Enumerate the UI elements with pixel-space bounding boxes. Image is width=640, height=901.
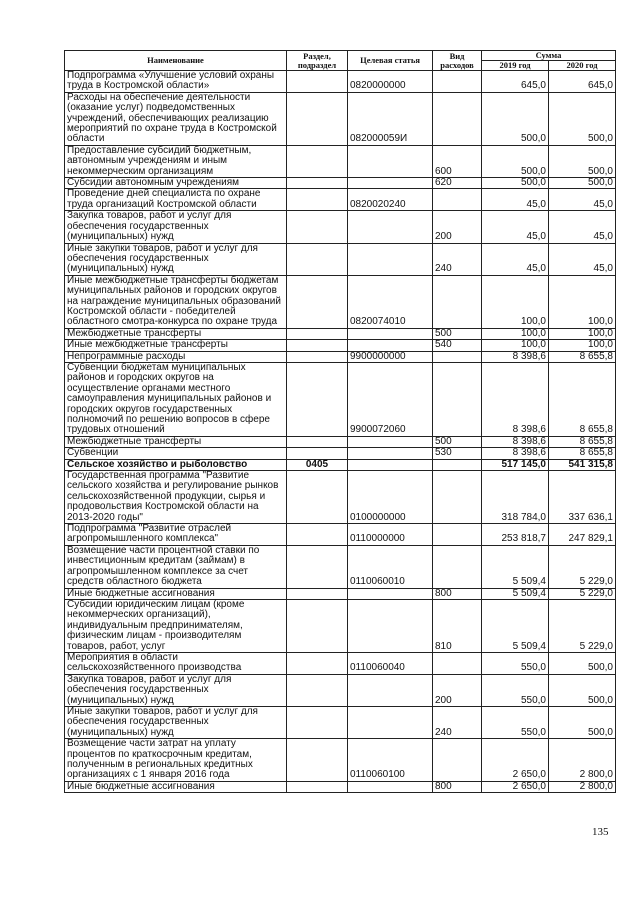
row-2019-cell: 45,0 — [482, 189, 549, 211]
row-section-cell — [287, 211, 348, 243]
row-article-cell — [348, 448, 433, 459]
header-section: Раздел, подраздел — [287, 51, 348, 71]
row-2019-cell: 100,0 — [482, 275, 549, 328]
table-row — [65, 211, 616, 243]
table-row — [65, 340, 616, 351]
header-vid: Вид расходов — [433, 51, 482, 71]
row-name-cell: Иные межбюджетные трансферты бюджетам муниципальных районов и городских округов на награждение муниципальных образований Костромской области - победителей областного смотра-конкурса по охране труда — [65, 275, 287, 328]
row-article-cell: 0820074010 — [348, 275, 433, 328]
row-name-cell: Закупка товаров, работ и услуг для обеспечения государственных (муниципальных) нужд — [65, 211, 287, 243]
table-row — [65, 145, 616, 177]
row-2020-cell: 100,0 — [549, 340, 616, 351]
table-body — [65, 71, 616, 793]
row-section-cell — [287, 471, 348, 524]
row-2020-cell: 337 636,1 — [549, 471, 616, 524]
row-section-cell — [287, 328, 348, 339]
row-2020-cell: 45,0 — [549, 211, 616, 243]
row-vid-cell — [433, 652, 482, 674]
table-row — [65, 588, 616, 599]
row-2019-cell: 645,0 — [482, 71, 549, 93]
row-name-cell: Мероприятия в области сельскохозяйственного производства — [65, 652, 287, 674]
table-row — [65, 471, 616, 524]
table-row — [65, 674, 616, 706]
table-row — [65, 351, 616, 362]
row-vid-cell — [433, 71, 482, 93]
row-2019-cell: 100,0 — [482, 340, 549, 351]
row-article-cell — [348, 706, 433, 738]
row-vid-cell: 500 — [433, 328, 482, 339]
row-article-cell: 0110000000 — [348, 524, 433, 546]
table-row — [65, 328, 616, 339]
row-2019-cell: 500,0 — [482, 92, 549, 145]
row-vid-cell — [433, 459, 482, 470]
row-article-cell — [348, 459, 433, 470]
row-name-cell: Возмещение части процентной ставки по инвестиционным кредитам (займам) в агропромышленном комплексе за счет средств областного бюджета — [65, 545, 287, 588]
row-vid-cell: 540 — [433, 340, 482, 351]
table-row — [65, 599, 616, 652]
row-2020-cell: 5 229,0 — [549, 588, 616, 599]
table-header — [65, 51, 616, 71]
row-vid-cell: 240 — [433, 243, 482, 275]
row-vid-cell — [433, 351, 482, 362]
row-2020-cell: 45,0 — [549, 189, 616, 211]
row-2019-cell: 500,0 — [482, 178, 549, 189]
row-name-cell: Расходы на обеспечение деятельности (оказание услуг) подведомственных учреждений, обеспечивающих реализацию мероприятий по охране труда в Костромской области — [65, 92, 287, 145]
row-article-cell: 0820000000 — [348, 71, 433, 93]
row-vid-cell: 200 — [433, 674, 482, 706]
table-row — [65, 524, 616, 546]
table-row — [65, 436, 616, 447]
table-row — [65, 739, 616, 782]
row-2020-cell: 500,0 — [549, 145, 616, 177]
row-vid-cell: 500 — [433, 436, 482, 447]
row-section-cell — [287, 448, 348, 459]
row-2019-cell: 8 398,6 — [482, 362, 549, 436]
row-section-cell — [287, 524, 348, 546]
row-2020-cell: 8 655,8 — [549, 362, 616, 436]
row-2020-cell: 2 800,0 — [549, 781, 616, 792]
row-2019-cell: 5 509,4 — [482, 545, 549, 588]
row-2020-cell: 5 229,0 — [549, 599, 616, 652]
row-section-cell — [287, 189, 348, 211]
header-name: Наименование — [65, 51, 287, 71]
row-article-cell: 082000059И — [348, 92, 433, 145]
table-row — [65, 781, 616, 792]
row-article-cell — [348, 145, 433, 177]
row-name-cell: Иные межбюджетные трансферты — [65, 340, 287, 351]
row-name-cell: Иные бюджетные ассигнования — [65, 588, 287, 599]
row-name-cell: Субсидии автономным учреждениям — [65, 178, 287, 189]
row-2020-cell: 5 229,0 — [549, 545, 616, 588]
table-row — [65, 189, 616, 211]
row-2020-cell: 8 655,8 — [549, 448, 616, 459]
row-2019-cell: 318 784,0 — [482, 471, 549, 524]
table-row — [65, 362, 616, 436]
row-name-cell: Иные закупки товаров, работ и услуг для обеспечения государственных (муниципальных) нужд — [65, 243, 287, 275]
row-2019-cell: 500,0 — [482, 145, 549, 177]
row-vid-cell — [433, 189, 482, 211]
row-name-cell: Возмещение части затрат на уплату процентов по краткосрочным кредитам, полученным в региональных кредитных организациях с 1 января 2016 года — [65, 739, 287, 782]
row-vid-cell — [433, 471, 482, 524]
row-article-cell: 0100000000 — [348, 471, 433, 524]
row-vid-cell — [433, 545, 482, 588]
row-2019-cell: 550,0 — [482, 674, 549, 706]
row-article-cell: 9900072060 — [348, 362, 433, 436]
row-vid-cell — [433, 362, 482, 436]
page-number: 135 — [592, 826, 609, 838]
row-2019-cell: 2 650,0 — [482, 781, 549, 792]
header-sum: Сумма — [482, 51, 616, 61]
row-article-cell — [348, 674, 433, 706]
row-2020-cell: 45,0 — [549, 243, 616, 275]
row-section-cell — [287, 243, 348, 275]
row-2019-cell: 5 509,4 — [482, 599, 549, 652]
row-name-cell: Иные бюджетные ассигнования — [65, 781, 287, 792]
row-2020-cell: 500,0 — [549, 178, 616, 189]
row-article-cell: 0110060100 — [348, 739, 433, 782]
row-name-cell: Субвенции бюджетам муниципальных районов и городских округов на осуществление органами местного самоуправления муниципальных районов и городских округов государственных полномочий по решению вопросов в сфере трудовых отношений — [65, 362, 287, 436]
row-article-cell: 0820020240 — [348, 189, 433, 211]
row-2019-cell: 5 509,4 — [482, 588, 549, 599]
row-2020-cell: 100,0 — [549, 275, 616, 328]
row-2019-cell: 8 398,6 — [482, 351, 549, 362]
row-name-cell: Предоставление субсидий бюджетным, автономным учреждениям и иным некоммерческим организациям — [65, 145, 287, 177]
row-section-cell — [287, 362, 348, 436]
row-vid-cell — [433, 92, 482, 145]
table-row — [65, 448, 616, 459]
row-name-cell: Сельское хозяйство и рыболовство — [65, 459, 287, 470]
row-article-cell — [348, 178, 433, 189]
table-row — [65, 92, 616, 145]
row-article-cell — [348, 781, 433, 792]
row-2019-cell: 8 398,6 — [482, 436, 549, 447]
row-2020-cell: 500,0 — [549, 706, 616, 738]
row-article-cell: 0110060010 — [348, 545, 433, 588]
row-2019-cell: 550,0 — [482, 652, 549, 674]
row-2020-cell: 500,0 — [549, 92, 616, 145]
header-year-2020: 2020 год — [549, 61, 616, 71]
row-section-cell — [287, 351, 348, 362]
row-section-cell — [287, 652, 348, 674]
table-row — [65, 178, 616, 189]
row-vid-cell: 800 — [433, 781, 482, 792]
row-name-cell: Закупка товаров, работ и услуг для обеспечения государственных (муниципальных) нужд — [65, 674, 287, 706]
row-vid-cell: 810 — [433, 599, 482, 652]
row-section-cell: 0405 — [287, 459, 348, 470]
row-section-cell — [287, 92, 348, 145]
row-section-cell — [287, 275, 348, 328]
row-section-cell — [287, 545, 348, 588]
row-article-cell — [348, 243, 433, 275]
row-article-cell — [348, 436, 433, 447]
row-article-cell — [348, 328, 433, 339]
table-row — [65, 71, 616, 93]
row-article-cell — [348, 599, 433, 652]
row-section-cell — [287, 71, 348, 93]
row-section-cell — [287, 781, 348, 792]
row-name-cell: Непрограммные расходы — [65, 351, 287, 362]
table-row — [65, 706, 616, 738]
row-section-cell — [287, 340, 348, 351]
row-2019-cell: 8 398,6 — [482, 448, 549, 459]
row-article-cell — [348, 211, 433, 243]
row-2020-cell: 8 655,8 — [549, 351, 616, 362]
row-2019-cell: 100,0 — [482, 328, 549, 339]
row-2020-cell: 500,0 — [549, 674, 616, 706]
row-2019-cell: 253 818,7 — [482, 524, 549, 546]
budget-sheet — [64, 50, 615, 793]
row-vid-cell: 800 — [433, 588, 482, 599]
table-row — [65, 243, 616, 275]
row-section-cell — [287, 588, 348, 599]
budget-table — [64, 50, 616, 793]
row-vid-cell — [433, 275, 482, 328]
row-name-cell: Субсидии юридическим лицам (кроме некоммерческих организаций), индивидуальным предпринимателям, физическим лицам - производителям товаров, работ, услуг — [65, 599, 287, 652]
row-vid-cell: 200 — [433, 211, 482, 243]
row-section-cell — [287, 739, 348, 782]
row-2020-cell: 8 655,8 — [549, 436, 616, 447]
row-2019-cell: 550,0 — [482, 706, 549, 738]
row-name-cell: Иные закупки товаров, работ и услуг для обеспечения государственных (муниципальных) нужд — [65, 706, 287, 738]
row-section-cell — [287, 599, 348, 652]
row-article-cell: 9900000000 — [348, 351, 433, 362]
table-row — [65, 545, 616, 588]
row-2020-cell: 541 315,8 — [549, 459, 616, 470]
row-2019-cell: 2 650,0 — [482, 739, 549, 782]
row-vid-cell: 530 — [433, 448, 482, 459]
row-article-cell: 0110060040 — [348, 652, 433, 674]
row-name-cell: Проведение дней специалиста по охране труда организаций Костромской области — [65, 189, 287, 211]
row-2020-cell: 2 800,0 — [549, 739, 616, 782]
row-2019-cell: 517 145,0 — [482, 459, 549, 470]
table-row — [65, 652, 616, 674]
row-2020-cell: 500,0 — [549, 652, 616, 674]
row-article-cell — [348, 340, 433, 351]
row-section-cell — [287, 706, 348, 738]
row-2020-cell: 247 829,1 — [549, 524, 616, 546]
row-vid-cell: 240 — [433, 706, 482, 738]
row-2019-cell: 45,0 — [482, 243, 549, 275]
row-vid-cell: 620 — [433, 178, 482, 189]
row-2020-cell: 100,0 — [549, 328, 616, 339]
row-vid-cell — [433, 739, 482, 782]
row-section-cell — [287, 436, 348, 447]
row-vid-cell — [433, 524, 482, 546]
table-row — [65, 275, 616, 328]
row-2019-cell: 45,0 — [482, 211, 549, 243]
row-section-cell — [287, 178, 348, 189]
row-name-cell: Субвенции — [65, 448, 287, 459]
row-article-cell — [348, 588, 433, 599]
row-section-cell — [287, 674, 348, 706]
row-2020-cell: 645,0 — [549, 71, 616, 93]
row-name-cell: Государственная программа "Развитие сельского хозяйства и регулирование рынков сельскохозяйственной продукции, сырья и продовольствия Костромской области на 2013-2020 годы" — [65, 471, 287, 524]
row-section-cell — [287, 145, 348, 177]
header-year-2019: 2019 год — [482, 61, 549, 71]
table-row — [65, 459, 616, 470]
row-name-cell: Подпрограмма «Улучшение условий охраны труда в Костромской области» — [65, 71, 287, 93]
row-name-cell: Межбюджетные трансферты — [65, 436, 287, 447]
row-vid-cell: 600 — [433, 145, 482, 177]
row-name-cell: Межбюджетные трансферты — [65, 328, 287, 339]
row-name-cell: Подпрограмма "Развитие отраслей агропромышленного комплекса" — [65, 524, 287, 546]
header-article: Целевая статья — [348, 51, 433, 71]
